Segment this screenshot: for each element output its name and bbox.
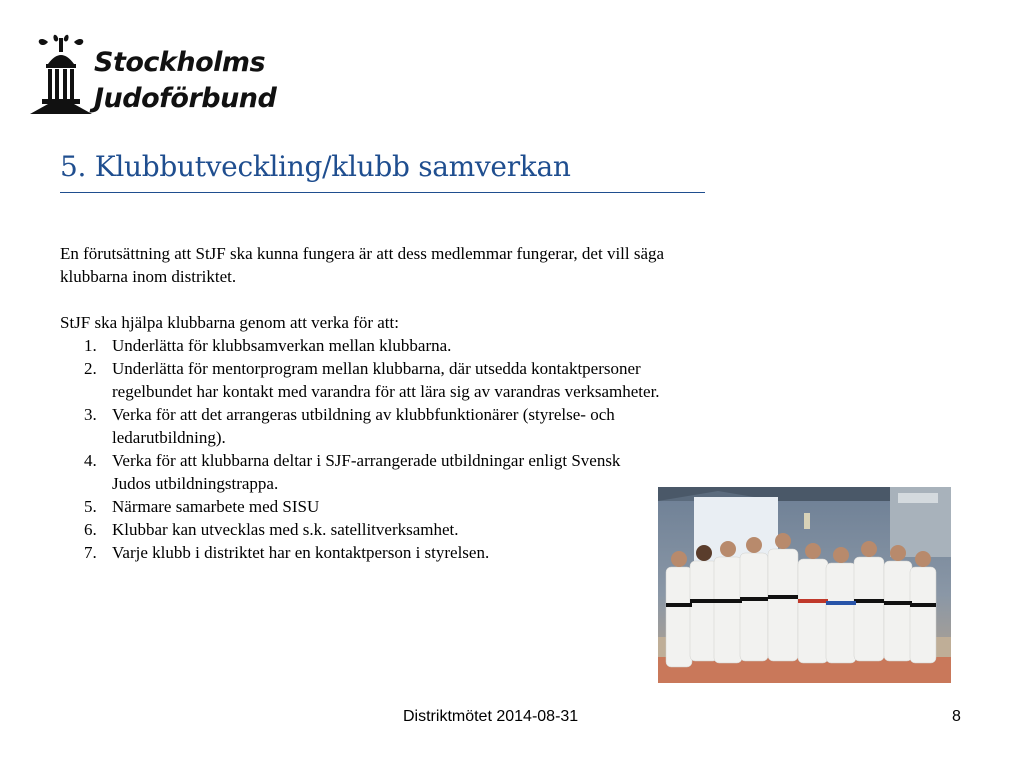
slide-body [60, 242, 720, 564]
federation-logo [28, 34, 277, 126]
list-item-number: 4. [84, 451, 97, 470]
page-number: 8 [952, 708, 961, 725]
list-item-text: Verka för att klubbarna deltar i SJF-arrangerade utbildningar enligt Svensk Judos utbildningstrappa. [112, 451, 621, 493]
list-item [60, 449, 650, 495]
list-item-text: Underlätta för klubbsamverkan mellan klubbarna. [112, 336, 452, 355]
list-item [60, 334, 720, 357]
list-item-number: 3. [84, 405, 97, 424]
action-list [60, 334, 720, 564]
team-photo [658, 487, 951, 683]
logo-text-line2: Judoförbund [94, 83, 277, 114]
list-item [60, 357, 720, 403]
list-lead: StJF ska hjälpa klubbarna genom att verka för att: [60, 313, 399, 332]
list-item-number: 7. [84, 543, 97, 562]
title-underline [60, 192, 705, 193]
tower-emblem-icon [28, 34, 94, 120]
judo-group-photo-icon [658, 487, 951, 683]
list-item-number: 5. [84, 497, 97, 516]
list-item-number: 2. [84, 359, 97, 378]
list-item-text: Klubbar kan utvecklas med s.k. satellitverksamhet. [112, 520, 459, 539]
list-item-text: Varje klubb i distriktet har en kontaktperson i styrelsen. [112, 543, 490, 562]
logo-text-line1: Stockholms [94, 47, 266, 78]
list-item-text: Verka för att det arrangeras utbildning av klubbfunktionärer (styrelse- och ledarutbildning). [112, 405, 615, 447]
list-item [60, 541, 720, 564]
list-item-text: Närmare samarbete med SISU [112, 497, 320, 516]
list-item [60, 403, 720, 449]
list-item [60, 518, 720, 541]
list-item-text: Underlätta för mentorprogram mellan klubbarna, där utsedda kontaktpersoner regelbundet har kontakt med varandra för att lära sig av varandras verksamheter. [112, 359, 660, 401]
list-item [60, 495, 720, 518]
footer-text: Distriktmötet 2014-08-31 [403, 708, 579, 725]
list-item-number: 6. [84, 520, 97, 539]
intro-paragraph: En förutsättning att StJF ska kunna fungera är att dess medlemmar fungerar, det vill säga klubbarna inom distriktet. [60, 244, 665, 286]
list-item-number: 1. [84, 336, 97, 355]
slide-title: 5. Klubbutveckling/klubb samverkan [60, 150, 571, 183]
